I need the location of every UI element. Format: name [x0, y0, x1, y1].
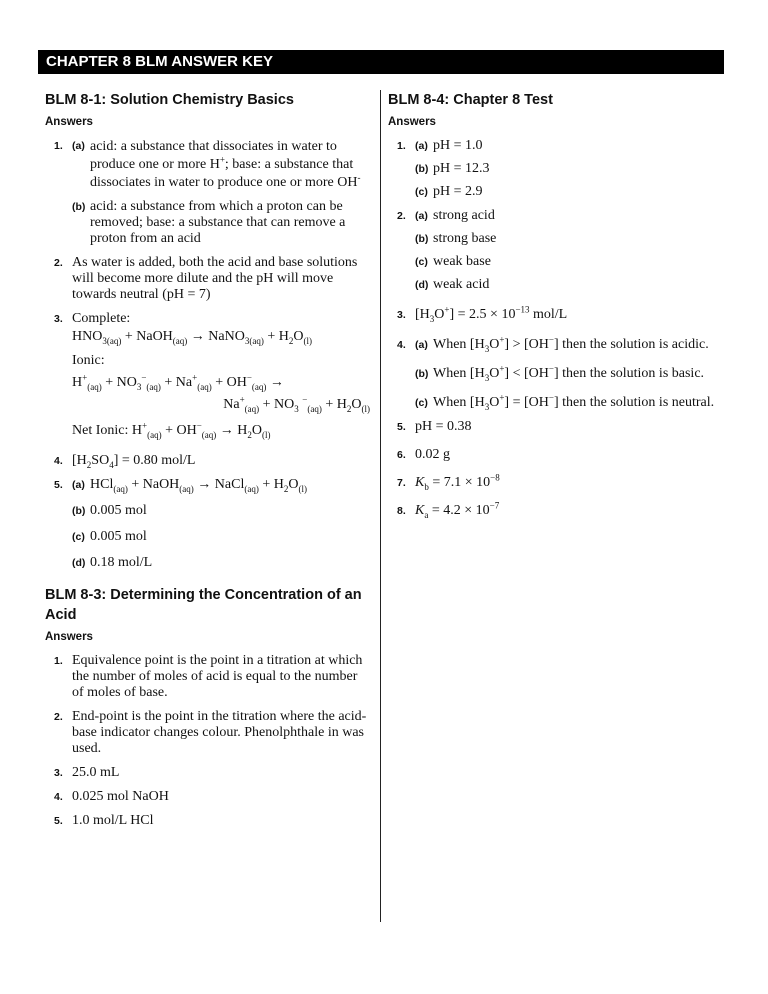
t-q8-text: $K_a = 4.2 \times 10^{-7}$ [415, 500, 500, 520]
q3-ionic-equation-1: $H^+_{(aq)} + NO_3^-_{(aq)} + Na^+_{(aq)} + OH^-_{(aq)}$ → [72, 372, 284, 392]
s3-q4: 4. 0.025 mol NaOH [45, 789, 370, 805]
t-q2d: (d) weak acid [415, 277, 490, 292]
t-q4b: (b) When $[H_3O^+] < [OH^-]$ then the solution is basic. [415, 363, 705, 383]
t-q7: 7. $K_b = 7.1 \times 10^{-8}$ [388, 475, 724, 491]
t-q1c: (c) pH = 2.9 [415, 184, 483, 199]
t-q1: 1. (a) pH = 1.0 (b) pH = 12.3 (c) pH = 2.9 [388, 138, 724, 200]
q5c: (c) 0.005 mol [72, 529, 370, 545]
q4 [45, 453, 370, 469]
left-column [45, 90, 370, 837]
q3-ionic-equation-2: $Na^+_{(aq)} + NO_3$ $^-_{(aq)} + H_2O_{(l)}$ [223, 394, 370, 414]
t-q5: 5. pH = 0.38 [397, 419, 472, 434]
right-column [388, 90, 724, 527]
blm-8-3-answers-label: Answers [45, 631, 93, 643]
s3-q5-text: 1.0 mol/L HCl [72, 813, 154, 828]
t-q3: 3. $[H_3O^+] = 2.5 \times 10^{-13}$ mol/L [388, 307, 724, 323]
q4-number: 4. [54, 455, 63, 467]
t-q1b: (b) pH = 12.3 [415, 161, 490, 176]
blm-8-3-title: BLM 8-3: Determining the Concentration of an Acid [45, 587, 362, 623]
t-q6: 6. 0.02 g [397, 447, 450, 462]
q5d: (d) 0.18 mol/L [72, 555, 370, 571]
blm-8-1-title: BLM 8-1: Solution Chemistry Basics [45, 92, 294, 108]
t-q4: 4. (a) When $[H_3O^+] > [OH^-]$ then the solution is acidic. (b) When $[H_3O^+] < [OH^-]$ then the solution is basic. (c) When $[H_3O^+] = [OH^-]$ then the solution is neutral. [388, 337, 724, 411]
q5c-text: 0.005 mol [90, 529, 147, 544]
s3-q2: 2. End-point is the point in the titration where the acid-base indicator changes colour. Phenolphthale in was used. [45, 709, 370, 757]
blm-8-4-answers-label: Answers [388, 116, 436, 128]
q2-text: As water is added, both the acid and base solutions will become more dilute and the pH will move towards neutral (pH = 7) [72, 255, 358, 302]
t-q3-text: $[H_3O^+] = 2.5 \times 10^{-13}$ mol/L [415, 304, 568, 324]
s3-q2-text: End-point is the point in the titration where the acid-base indicator changes colour. Phenolphthale in was used. [72, 709, 367, 756]
t-q4a: (a) When $[H_3O^+] > [OH^-]$ then the solution is acidic. [415, 334, 709, 354]
q1-number: 1. [54, 140, 63, 152]
s3-q3: 3. 25.0 mL [45, 765, 370, 781]
t-q7-text: $K_b = 7.1 \times 10^{-8}$ [415, 472, 500, 492]
t-q4c: (c) When $[H_3O^+] = [OH^-]$ then the solution is neutral. [415, 392, 715, 412]
q1a-label: (a) [72, 140, 85, 152]
q3-ionic-label: Ionic: [72, 353, 105, 368]
blm-8-1-answers-label: Answers [45, 116, 93, 128]
q1b-text: acid: a substance from which a proton can be removed; base: a substance that can remove a proton from an acid [90, 199, 346, 246]
q2-number: 2. [54, 257, 63, 269]
chapter-banner: CHAPTER 8 BLM ANSWER KEY [38, 50, 724, 74]
q1 [45, 138, 370, 247]
q3 [45, 311, 370, 439]
s3-q1: 1. Equivalence point is the point in a titration at which the number of moles of acid is equal to the number of moles of base. [45, 653, 370, 701]
q4-text: $[H_2SO_4] = 0.80$ mol/L [72, 453, 196, 470]
q5b: (b) 0.005 mol [72, 503, 370, 519]
s3-q3-text: 25.0 mL [72, 765, 120, 780]
t-q1a: (a) pH = 1.0 [415, 138, 483, 153]
s3-q1-text: Equivalence point is the point in a titration at which the number of moles of acid is equal to the number of moles of base. [72, 653, 363, 700]
t-q2: 2. (a) strong acid (b) strong base (c) weak base (d) weak acid [388, 208, 724, 293]
t-q2b: (b) strong base [415, 231, 497, 246]
s3-q5: 5. 1.0 mol/L HCl [45, 813, 370, 829]
q5b-text: 0.005 mol [90, 503, 147, 518]
q3-net-ionic-equation: Net Ionic: $H^+_{(aq)} + OH^-_{(aq)} \to H_2O_{(l)}$ [72, 420, 271, 440]
t-q2c: (c) weak base [415, 254, 491, 269]
t-q2a: (a) strong acid [415, 208, 495, 223]
q1a-text: acid: a substance that dissociates in water to produce one or more H+; base: a substance that dissociates in water to produce one or more OH- [90, 139, 361, 190]
q3-number: 3. [54, 313, 63, 325]
q1a [72, 138, 370, 192]
blm-8-4-title: BLM 8-4: Chapter 8 Test [388, 92, 553, 108]
s3-q4-text: 0.025 mol NaOH [72, 789, 169, 804]
q3-complete-label: Complete: [72, 311, 131, 326]
q5a-text: HCl$_{(aq)}$ + NaOH$_{(aq)}$ → NaCl$_{(aq)}$ + $H_2O_{(l)}$ [90, 477, 307, 494]
column-divider [380, 90, 381, 922]
q5d-text: 0.18 mol/L [90, 555, 153, 570]
q3-complete-equation: $HNO_{3(aq)}$ + NaOH$_{(aq)}$ → NaNO$_{3(aq)}$ + $H_2O_{(l)}$ [72, 329, 312, 346]
q5 [45, 477, 370, 571]
q1b [72, 199, 370, 247]
q5a: (a) HCl$_{(aq)}$ + NaOH$_{(aq)}$ → NaCl$_{(aq)}$ + $H_2O_{(l)}$ [72, 477, 370, 493]
t-q8: 8. $K_a = 4.2 \times 10^{-7}$ [388, 503, 724, 519]
q1b-label: (b) [72, 201, 86, 213]
q5-number: 5. [54, 479, 63, 491]
q2 [45, 255, 370, 303]
